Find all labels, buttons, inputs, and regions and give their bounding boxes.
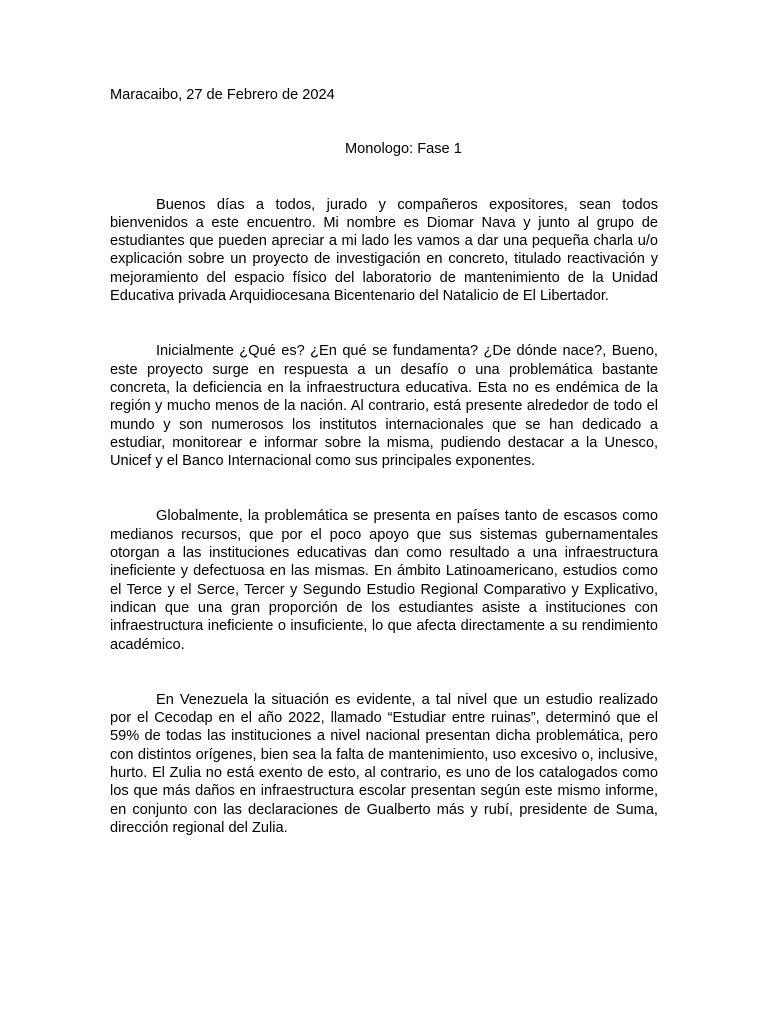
document-title: Monologo: Fase 1 — [345, 141, 462, 158]
paragraph-venezuela: En Venezuela la situación es evidente, a tal nivel que un estudio realizado por el Cecodap en el año 2022, llamado “Estudiar entre ruinas”, determinó que el 59% de todas las instituciones a nivel nacional presentan dicha problemática, pero con distintos orígenes, bien sea la falta de mantenimiento, uso excesivo o, inclusive, hurto. El Zulia no está exento de esto, al contrario, es uno de los catalogados como los que más daños en infraestructura escolar presentan según este mismo informe, en conjunto con las declaraciones de Gualberto más y rubí, presidente de Suma, dirección regional del Zulia. — [110, 691, 658, 836]
paragraph-introduction: Buenos días a todos, jurado y compañeros expositores, sean todos bienvenidos a este encuentro. Mi nombre es Diomar Nava y junto al grupo de estudiantes que pueden apreciar a mi lado les vamos a dar una pequeña charla u/o explicación sobre un proyecto de investigación en concreto, titulado reactivación y mejoramiento del espacio físico del laboratorio de mantenimiento de la Unidad Educativa privada Arquidiocesana Bicentenario del Natalicio de El Libertador. — [110, 196, 658, 305]
paragraph-origin: Inicialmente ¿Qué es? ¿En qué se fundamenta? ¿De dónde nace?, Bueno, este proyecto surge en respuesta a un desafío o una problemática bastante concreta, la deficiencia en la infraestructura educativa. Esta no es endémica de la región y mucho menos de la nación. Al contrario, está presente alrededor de todo el mundo y son numerosos los institutos internacionales que se han dedicado a estudiar, monitorear e informar sobre la misma, pudiendo destacar a la Unesco, Unicef y el Banco Internacional como sus principales exponentes. — [110, 343, 658, 470]
document-page — [110, 86, 658, 837]
date-line: Maracaibo, 27 de Febrero de 2024 — [110, 87, 335, 103]
paragraph-global: Globalmente, la problemática se presenta en países tanto de escasos como medianos recursos, que por el poco apoyo que sus sistemas gubernamentales otorgan a las instituciones educativas dan como resultado a una infraestructura ineficiente y defectuosa en las mismas. En ámbito Latinoamericano, estudios como el Terce y el Serce, Tercer y Segundo Estudio Regional Comparativo y Explicativo, indican que una gran proporción de los estudiantes asiste a instituciones con infraestructura ineficiente o insuficiente, lo que afecta directamente a su rendimiento académico. — [110, 508, 658, 653]
